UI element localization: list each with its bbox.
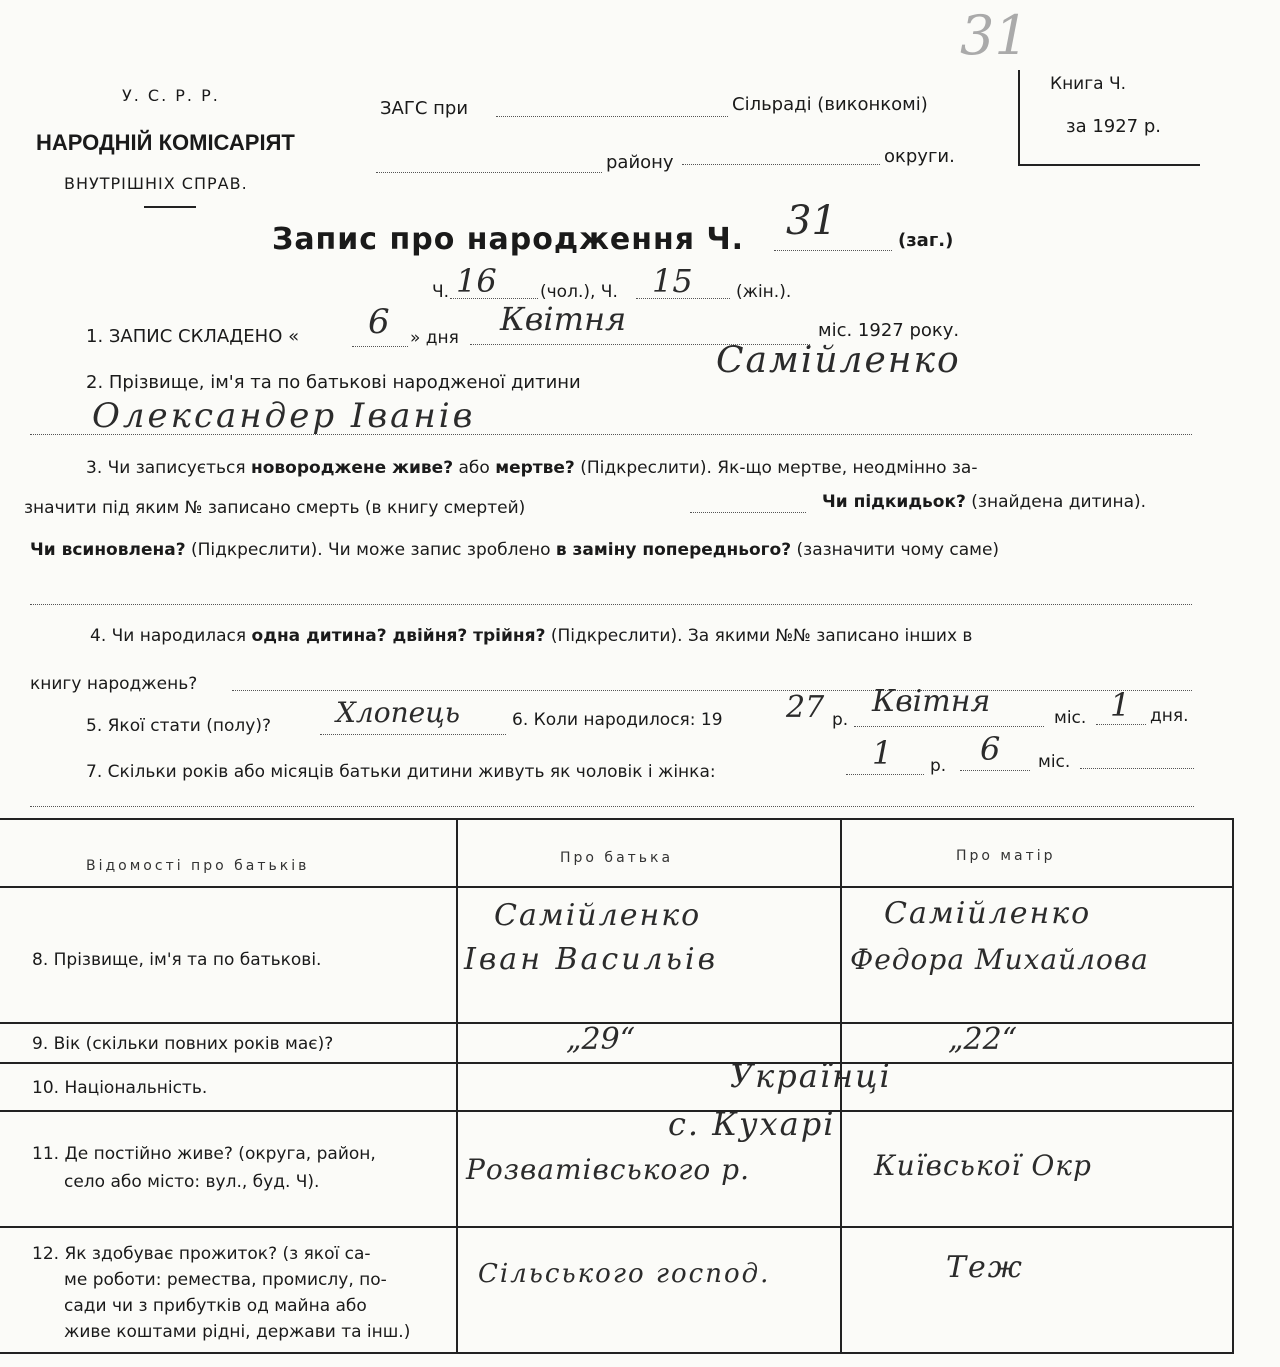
mother-name: Федора Михайлова	[850, 943, 1149, 976]
stamp-number: 31	[960, 4, 1029, 67]
record-number-line	[774, 250, 892, 251]
item5-label: 5. Якої стати (полу)?	[86, 716, 271, 736]
ussr-label: У. С. Р. Р.	[122, 86, 220, 105]
row12-label4: живе коштами рідні, держави та інш.)	[64, 1322, 411, 1342]
item6-mis: міс.	[1054, 708, 1087, 728]
row-divider-10	[0, 1110, 1232, 1112]
dept-label: ВНУТРІШНІХ СПРАВ.	[64, 174, 248, 193]
mother-age: „22“	[948, 1022, 1018, 1057]
female-number: 15	[652, 262, 693, 300]
father-age: „29“	[566, 1022, 636, 1057]
item3-l1c: або	[458, 458, 490, 478]
male-number-line	[450, 298, 538, 299]
item1-day: 6	[368, 302, 390, 342]
item1-day-line	[352, 346, 408, 347]
item5-sex-line	[320, 734, 506, 735]
item3-l3d: (зазначити чому саме)	[796, 540, 1000, 560]
col-header-mother: Про матір	[956, 848, 1056, 864]
item3-line1	[86, 458, 977, 478]
okrugy-label: округи.	[884, 146, 955, 167]
row8-label: 8. Прізвище, ім'я та по батькові.	[32, 950, 322, 970]
item7-label: 7. Скільки років або місяців батьки дитини живуть як чоловік і жінка:	[86, 762, 716, 782]
male-number: 16	[456, 262, 497, 300]
col-header-father: Про батька	[560, 850, 674, 866]
item3-foundling: Чи підкидьок?	[822, 492, 966, 512]
item3-adopted: Чи всиновлена?	[30, 540, 186, 560]
item3-replacement: в заміну попереднього?	[555, 540, 792, 560]
item4-line1	[90, 626, 972, 646]
item1-label: 1. ЗАПИС СКЛАДЕНО «	[86, 326, 300, 347]
item2-line	[30, 434, 1192, 435]
item7-mis: міс.	[1038, 752, 1071, 772]
item3-line2	[24, 498, 525, 518]
mother-residence: Київської Окр	[874, 1149, 1092, 1182]
father-residence: Розватівського р.	[466, 1153, 750, 1186]
item3-blank-line	[30, 604, 1192, 605]
item5-sex: Хлопець	[336, 696, 461, 729]
item7-years: 1	[872, 734, 893, 772]
item3-l3b: (Підкреслити). Чи може запис зроблено	[190, 540, 551, 560]
item6-r: р.	[832, 710, 849, 730]
row12-label3: сади чи з прибутків од майна або	[64, 1296, 367, 1316]
parents-table	[0, 818, 1234, 1354]
mother-occupation: Теж	[946, 1250, 1024, 1285]
item4-l2: книгу народжень?	[30, 674, 198, 694]
page-title: Запис про народження Ч.	[272, 222, 745, 257]
row12-label2: ме роботи: ремества, промислу, по-	[64, 1270, 387, 1290]
item4-l1a: 4. Чи народилася	[90, 626, 247, 646]
item6-dnya: дня.	[1150, 706, 1189, 726]
item3-death-line	[690, 512, 806, 513]
item7-r: р.	[930, 756, 947, 776]
okrug-fill-line	[682, 164, 880, 165]
col-header-info: Відомості про батьків	[86, 858, 310, 874]
zag-label: (заг.)	[898, 230, 954, 251]
item7-months-line	[960, 770, 1030, 771]
rayonu-label: району	[606, 152, 674, 173]
item1-month: Квітня	[500, 300, 627, 338]
father-surname: Самійленко	[494, 898, 702, 933]
mother-surname: Самійленко	[884, 896, 1092, 931]
item3-l1a: 3. Чи записується	[86, 458, 246, 478]
village: с. Кухарі	[668, 1105, 836, 1143]
row10-label: 10. Національність.	[32, 1078, 208, 1098]
item6-label: 6. Коли народилося: 19	[512, 710, 723, 730]
child-surname: Самійленко	[716, 340, 961, 381]
item3-line3	[30, 540, 999, 560]
item3-dead: мертве?	[495, 458, 575, 478]
item3-l2a: значити під яким № записано смерть (в книгу смертей)	[24, 498, 526, 518]
item6-month-line	[854, 726, 1044, 727]
header-divider	[144, 206, 196, 208]
record-number: 31	[786, 198, 837, 244]
father-name: Іван Васильів	[464, 942, 719, 977]
item7-blank-line	[30, 806, 1194, 807]
item6-day-line	[1096, 724, 1146, 725]
item4-line	[232, 690, 1192, 691]
item4-l1c: (Підкреслити). За якими №№ записано інших в	[550, 626, 973, 646]
region-fill-line	[376, 172, 602, 173]
silradi-label: Сільраді (виконкомі)	[732, 94, 928, 115]
row12-label1: 12. Як здобуває прожиток? (з якої са-	[32, 1244, 371, 1264]
chol-label: (чол.), Ч.	[540, 282, 618, 302]
col-divider-1	[456, 820, 458, 1352]
row-divider-9	[0, 1062, 1232, 1064]
item3-alive: новороджене живе?	[251, 458, 454, 478]
child-name: Олександер Іванів	[92, 396, 476, 436]
nationality: Українці	[730, 1057, 892, 1095]
item1-mid: » дня	[410, 328, 459, 348]
item2-label: 2. Прізвище, ім'я та по батькові народженої дитини	[86, 372, 581, 393]
item1-end: міс. 1927 року.	[818, 320, 960, 341]
item6-month: Квітня	[872, 684, 991, 719]
zhin-label: (жін.).	[736, 282, 792, 302]
item3-l2c: (знайдена дитина).	[971, 492, 1147, 512]
zags-fill-line	[496, 116, 728, 117]
row11-label2: село або місто: вул., буд. Ч).	[64, 1172, 320, 1192]
item3-l1e: (Підкреслити). Як-що мертве, неодмінно за-	[580, 458, 978, 478]
row9-label: 9. Вік (скільки повних років має)?	[32, 1034, 334, 1054]
item3-line2b	[822, 492, 1146, 512]
item6-year: 27	[786, 690, 825, 725]
item7-tail-line	[1080, 768, 1194, 769]
father-occupation: Сільського господ.	[478, 1259, 771, 1289]
item7-years-line	[846, 774, 924, 775]
female-number-line	[636, 298, 730, 299]
zags-label: ЗАГС при	[380, 98, 469, 119]
row-divider-header	[0, 886, 1232, 888]
book-year: за 1927 р.	[1066, 116, 1162, 137]
commissariat-title: НАРОДНІЙ КОМІСАРІЯТ	[36, 130, 295, 155]
item4-options: одна дитина? двійня? трійня?	[251, 626, 546, 646]
item7-months: 6	[980, 730, 1001, 768]
row11-label1: 11. Де постійно живе? (округа, район,	[32, 1144, 376, 1164]
ch-label: Ч.	[432, 282, 450, 302]
book-box	[1018, 70, 1200, 166]
row-divider-11	[0, 1226, 1232, 1228]
item6-day: 1	[1110, 686, 1131, 724]
book-label: Книга Ч.	[1050, 74, 1127, 94]
